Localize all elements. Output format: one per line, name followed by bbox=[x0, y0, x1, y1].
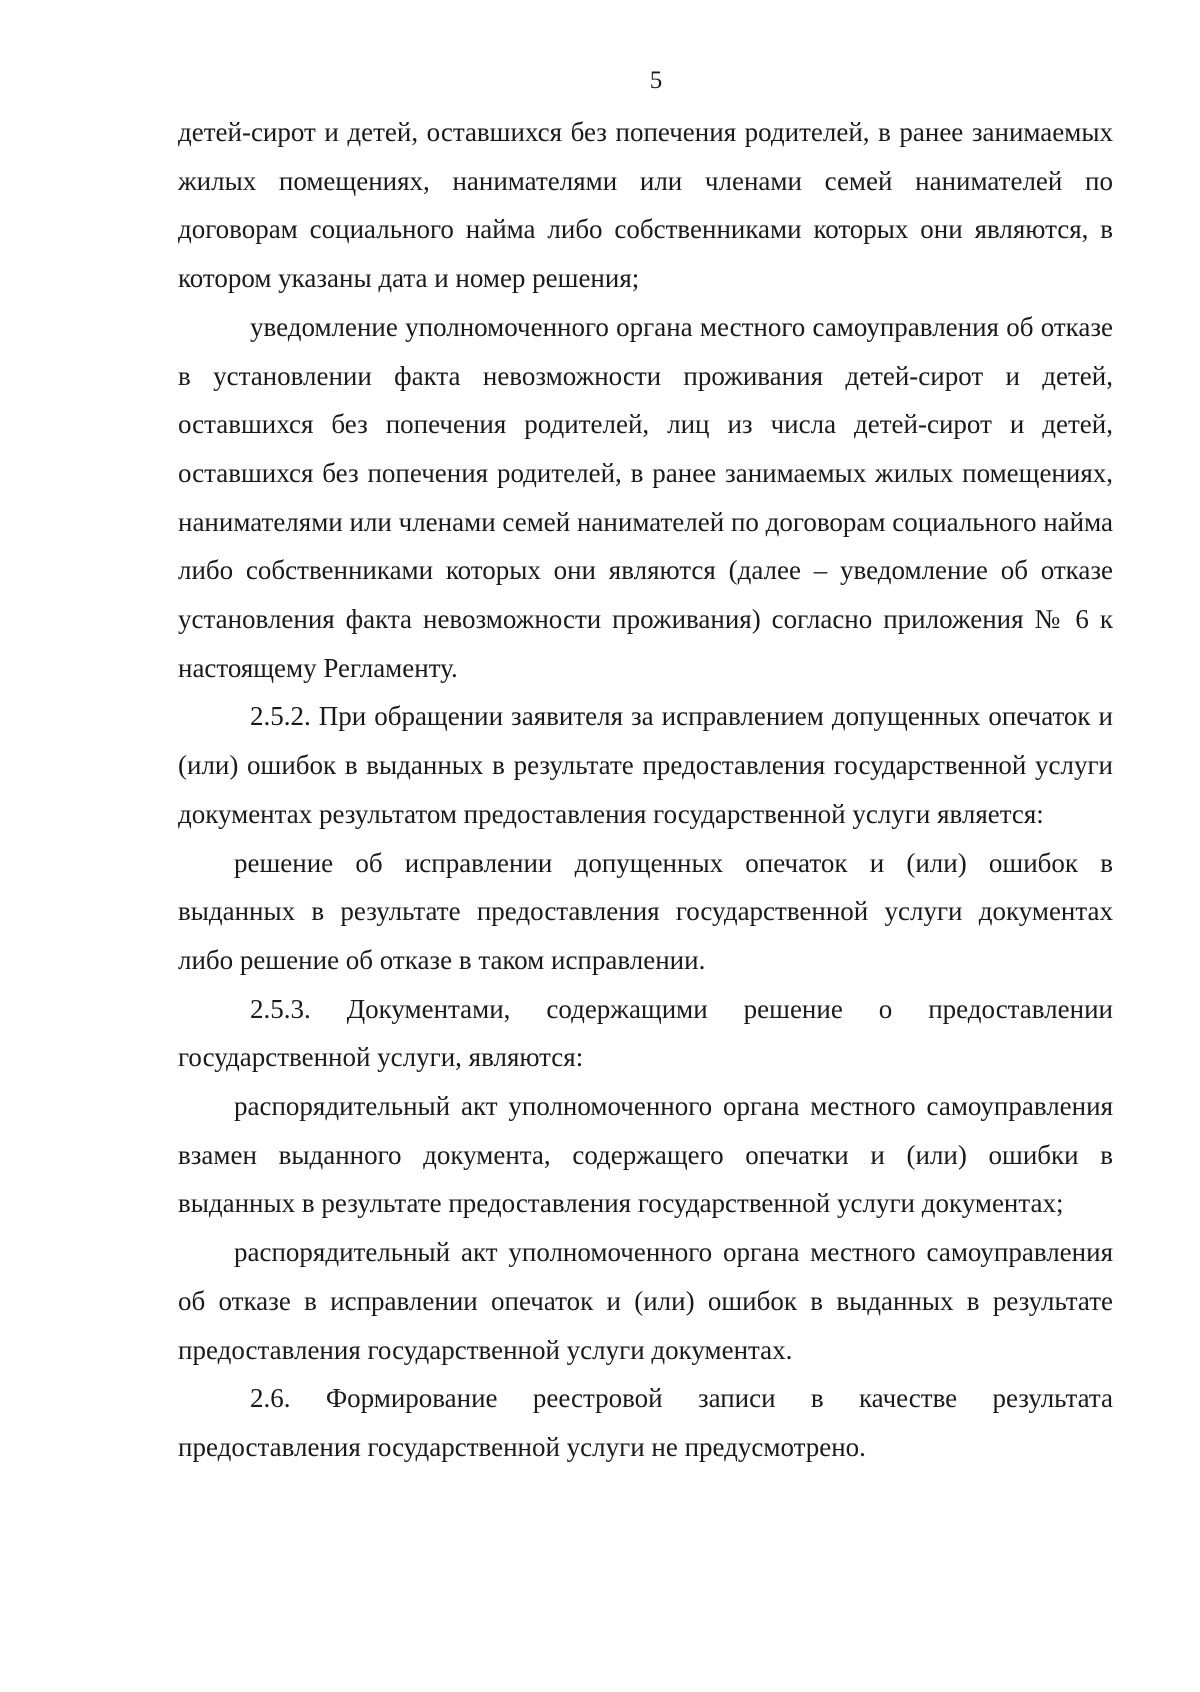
document-body bbox=[178, 108, 1113, 1472]
paragraph-administrative-act-replacement: распорядительный акт уполномоченного органа местного самоуправления взамен выданного документа, содержащего опечатки и (или) ошибки в выданных в результате предоставления государственной услуги документах; bbox=[178, 1091, 1113, 1219]
paragraph-administrative-act-refusal: распорядительный акт уполномоченного органа местного самоуправления об отказе в исправлении опечаток и (или) ошибок в выданных в результате предоставления государственной услуги документах. bbox=[178, 1237, 1113, 1365]
paragraph-correction-decision: решение об исправлении допущенных опечаток и (или) ошибок в выданных в результате предоставления государственной услуги документах либо решение об отказе в таком исправлении. bbox=[178, 847, 1113, 975]
paragraph-2-6: 2.6. Формирование реестровой записи в качестве результата предоставления государственной услуги не предусмотрено. bbox=[178, 1383, 1113, 1462]
page-number: 5 bbox=[649, 67, 663, 94]
paragraph-2-5-3: 2.5.3. Документами, содержащими решение о предоставлении государственной услуги, являются: bbox=[178, 993, 1113, 1073]
paragraph-notification-refusal: уведомление уполномоченного органа местного самоуправления об отказе в установлении факта невозможности проживания детей-сирот и детей, оставшихся без попечения родителей, лиц из числа детей-сирот и детей, оставшихся без попечения родителей, в ранее занимаемых жилых помещениях, нанимателями или членами семей нанимателей по договорам социального найма либо собственниками которых они являются (далее – уведомление об отказе установления факта невозможности проживания) согласно приложения № 6 к настоящему Регламенту. bbox=[178, 311, 1113, 683]
paragraph-continuation: детей-сирот и детей, оставшихся без попечения родителей, в ранее занимаемых жилых помещениях, нанимателями или членами семей нанимателей по договорам социального найма либо собственниками которых они являются, в котором указаны дата и номер решения; bbox=[178, 117, 1113, 294]
paragraph-2-5-2: 2.5.2. При обращении заявителя за исправлением допущенных опечаток и (или) ошибок в выданных в результате предоставления государственной услуги документах результатом предоставления государственной услуги является: bbox=[178, 701, 1113, 829]
